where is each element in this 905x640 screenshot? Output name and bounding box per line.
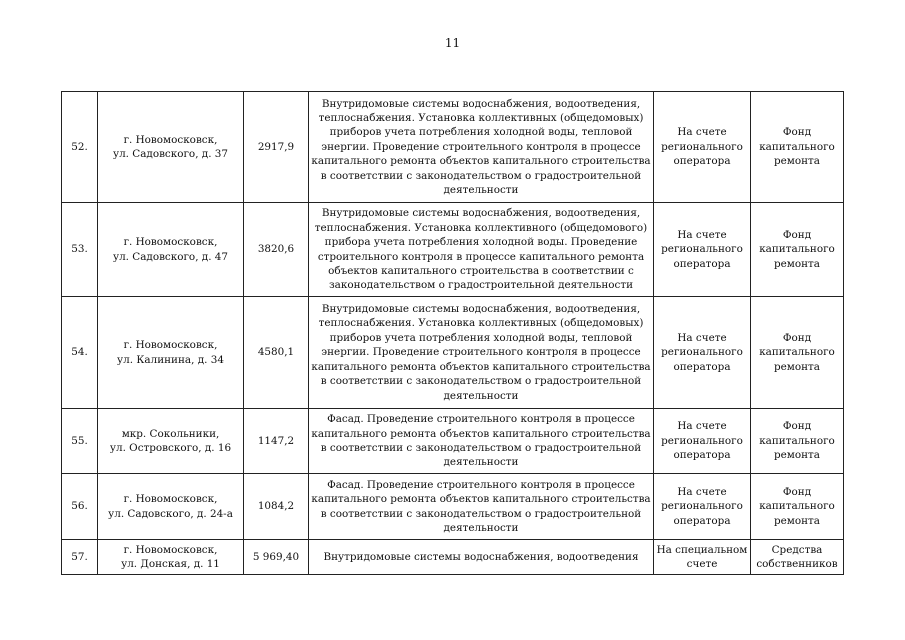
funding-source-cell [751, 409, 844, 474]
funding-source-line: Фонд [782, 331, 812, 344]
account-cell [654, 540, 751, 575]
funding-source-line: ремонта [773, 360, 820, 373]
works-line: теплоснабжения. Установка коллективных (общедомовых) [318, 111, 644, 124]
funding-source-line: Средства [771, 543, 823, 556]
address-line: г. Новомосковск, [123, 543, 218, 556]
funding-source-cell [751, 92, 844, 203]
funding-source-line: капитального [759, 140, 835, 153]
row-number: 54. [71, 346, 88, 359]
funding-source-line: ремонта [773, 449, 820, 462]
works-cell [309, 203, 654, 297]
area-cell [244, 92, 309, 203]
account-line: оператора [673, 155, 731, 168]
table-row [62, 540, 844, 575]
works-line: строительного контроля в процессе капитального ремонта [317, 250, 645, 263]
funding-source-line: капитального [759, 434, 835, 447]
account-line: регионального [661, 434, 743, 447]
address-cell [98, 474, 244, 540]
funding-source-cell [751, 474, 844, 540]
funding-source-line: ремонта [773, 155, 820, 168]
area-cell [244, 540, 309, 575]
area-value: 4580,1 [257, 346, 295, 359]
works-line: приборов учета потребления холодной воды, тепловой [329, 331, 633, 344]
works-line: Внутридомовые системы водоснабжения, водоотведения, [321, 303, 641, 316]
row-number: 53. [71, 243, 88, 256]
address-line: ул. Садовского, д. 47 [112, 250, 229, 263]
works-line: капитального ремонта объектов капитального строительства [311, 493, 651, 506]
address-line: г. Новомосковск, [123, 339, 218, 352]
funding-source-line: капитального [759, 243, 835, 256]
row-number: 57. [71, 550, 88, 563]
works-line: прибора учета потребления холодной воды. Проведение [324, 236, 638, 249]
works-cell [309, 409, 654, 474]
works-line: энергии. Проведение строительного контроля в процессе [321, 346, 641, 359]
area-value: 5 969,40 [252, 550, 300, 563]
funding-source-line: Фонд [782, 228, 812, 241]
area-cell [244, 474, 309, 540]
address-cell [98, 409, 244, 474]
address-cell [98, 540, 244, 575]
funding-source-line: ремонта [773, 257, 820, 270]
account-line: регионального [661, 500, 743, 513]
account-cell [654, 297, 751, 409]
works-line: деятельности [443, 389, 519, 402]
address-line: мкр. Сокольники, [121, 427, 220, 440]
works-line: деятельности [443, 184, 519, 197]
works-cell [309, 540, 654, 575]
account-cell [654, 474, 751, 540]
area-value: 3820,6 [257, 243, 295, 256]
works-line: в соответствии с законодательством о градостроительной [320, 375, 642, 388]
account-line: оператора [673, 514, 731, 527]
address-cell [98, 297, 244, 409]
address-line: ул. Садовского, д. 24-а [108, 507, 233, 520]
funding-source-line: Фонд [782, 485, 812, 498]
funding-source-line: ремонта [773, 514, 820, 527]
address-line: г. Новомосковск, [123, 493, 218, 506]
account-line: регионального [661, 140, 743, 153]
address-cell [98, 92, 244, 203]
works-cell [309, 474, 654, 540]
funding-source-cell [751, 297, 844, 409]
account-line: На специальном [656, 543, 748, 556]
account-line: оператора [673, 360, 731, 373]
account-line: На счете [677, 228, 727, 241]
address-line: ул. Садовского, д. 37 [112, 148, 229, 160]
works-line: Внутридомовые системы водоснабжения, водоотведения [323, 550, 639, 563]
funding-source-line: Фонд [782, 420, 812, 433]
account-cell [654, 92, 751, 203]
area-cell [244, 297, 309, 409]
address-line: ул. Донская, д. 11 [121, 558, 220, 570]
works-line: в соответствии с законодательством о градостроительной [320, 442, 642, 454]
funding-source-line: собственников [756, 558, 838, 570]
works-line: теплоснабжения. Установка коллективных (общедомовых) [318, 317, 644, 330]
works-line: объектов капитального строительства в соответствии с [328, 264, 634, 277]
area-value: 1147,2 [257, 434, 295, 447]
works-line: капитального ремонта объектов капитального строительства [311, 360, 651, 373]
address-line: ул. Калинина, д. 34 [117, 353, 224, 366]
works-line: Фасад. Проведение строительного контроля в процессе [327, 478, 635, 491]
funding-source-line: капитального [759, 346, 835, 359]
table-row [62, 474, 844, 540]
row-number-cell [62, 540, 98, 575]
row-number-cell [62, 297, 98, 409]
row-number-cell [62, 92, 98, 203]
account-line: счете [686, 558, 718, 570]
works-line: Фасад. Проведение строительного контроля в процессе [327, 413, 635, 426]
account-line: регионального [661, 346, 743, 359]
works-line: Внутридомовые системы водоснабжения, водоотведения, [321, 97, 641, 110]
address-line: г. Новомосковск, [123, 133, 218, 146]
works-cell [309, 297, 654, 409]
account-line: оператора [673, 449, 731, 462]
area-value: 2917,9 [257, 140, 295, 153]
page-number: 11 [444, 36, 461, 50]
account-line: На счете [677, 420, 727, 433]
account-cell [654, 203, 751, 297]
works-line: деятельности [443, 521, 519, 534]
area-cell [244, 203, 309, 297]
row-number-cell [62, 474, 98, 540]
account-cell [654, 409, 751, 474]
account-line: регионального [661, 243, 743, 256]
address-cell [98, 203, 244, 297]
account-line: На счете [677, 126, 727, 139]
row-number: 52. [71, 140, 88, 153]
works-line: энергии. Проведение строительного контроля в процессе [321, 140, 641, 153]
works-line: теплоснабжения. Установка коллективного (общедомового) [314, 221, 648, 234]
funding-source-line: Фонд [782, 126, 812, 139]
row-number-cell [62, 409, 98, 474]
account-line: На счете [677, 331, 727, 344]
row-number: 55. [71, 434, 88, 447]
works-line: законодательством о градостроительной деятельности [329, 279, 633, 292]
works-line: деятельности [443, 456, 519, 469]
works-line: капитального ремонта объектов капитального строительства [311, 155, 651, 168]
works-line: в соответствии с законодательством о градостроительной [320, 507, 642, 520]
row-number-cell [62, 203, 98, 297]
area-cell [244, 409, 309, 474]
account-line: На счете [677, 485, 727, 498]
works-cell [309, 92, 654, 203]
table-row [62, 409, 844, 474]
funding-source-cell [751, 540, 844, 575]
table-row [62, 297, 844, 409]
table-row [62, 203, 844, 297]
address-line: г. Новомосковск, [123, 236, 218, 249]
works-line: капитального ремонта объектов капитального строительства [311, 427, 651, 440]
account-line: оператора [673, 257, 731, 270]
works-line: Внутридомовые системы водоснабжения, водоотведения, [321, 207, 641, 220]
repair-works-table [61, 91, 844, 575]
works-line: в соответствии с законодательством о градостроительной [320, 169, 642, 182]
area-value: 1084,2 [257, 500, 295, 513]
address-line: ул. Островского, д. 16 [109, 442, 232, 454]
funding-source-cell [751, 203, 844, 297]
table-row [62, 92, 844, 203]
works-line: приборов учета потребления холодной воды, тепловой [329, 126, 633, 139]
funding-source-line: капитального [759, 500, 835, 513]
row-number: 56. [71, 500, 88, 513]
